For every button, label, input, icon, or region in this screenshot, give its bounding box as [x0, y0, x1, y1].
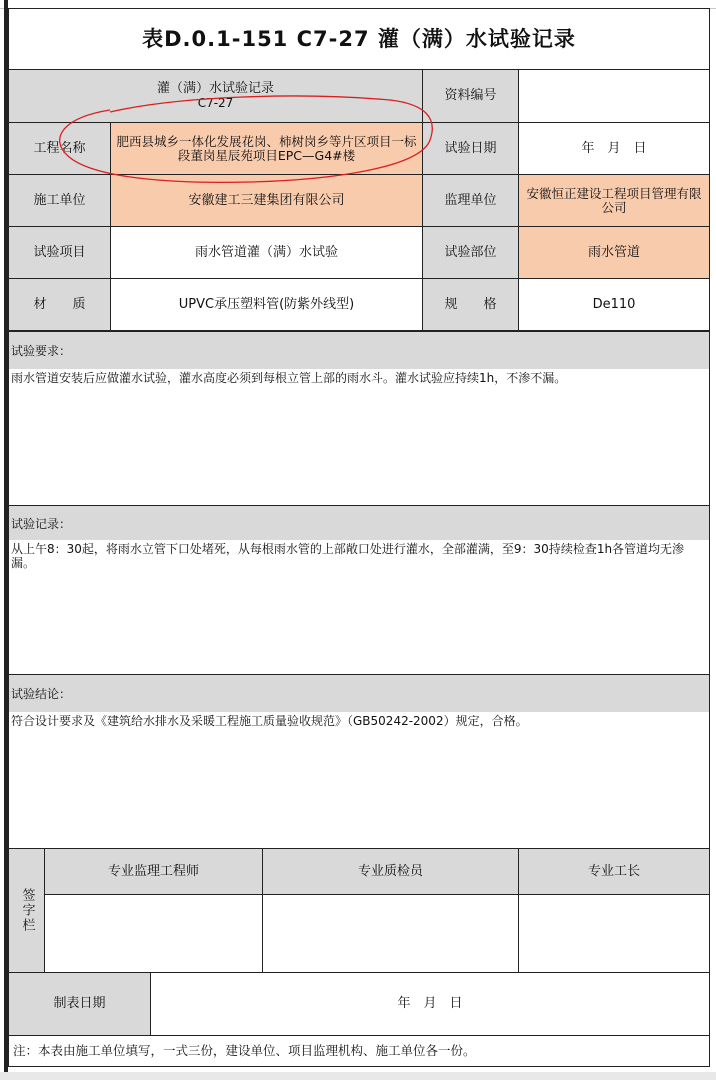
signature-foreman-field[interactable] [518, 894, 710, 973]
record-label: 试验记录： [8, 505, 710, 540]
material-label: 材 质 [8, 278, 111, 331]
test-location-value[interactable]: 雨水管道 [518, 226, 710, 279]
record-text[interactable]: 从上午8：30起，将雨水立管下口处堵死，从每根雨水管的上部敞口处进行灌水，全部灌满，至9：30持续检查1h各管道均无渗漏。 [8, 540, 710, 674]
conclusion-text[interactable]: 符合设计要求及《建筑给水排水及采暖工程施工质量验收规范》（GB50242-2002）规定，合格。 [8, 712, 710, 848]
test-date-label: 试验日期 [422, 122, 519, 175]
signature-col-foreman: 专业工长 [518, 848, 710, 895]
signature-label-cell [8, 848, 45, 973]
made-date-label: 制表日期 [8, 972, 151, 1036]
doc-no-label: 资料编号 [422, 69, 519, 123]
requirements-label: 试验要求： [8, 331, 710, 369]
form-title: 表D.0.1-151 C7-27 灌（满）水试验记录 [8, 8, 710, 70]
made-date-value[interactable]: 年 月 日 [150, 972, 710, 1036]
requirements-text[interactable]: 雨水管道安装后应做灌水试验，灌水高度必须到每根立管上部的雨水斗。灌水试验应持续1h，不渗不漏。 [8, 369, 710, 505]
project-name-value[interactable]: 肥西县城乡一体化发展花岗、柿树岗乡等片区项目一标段董岗星辰苑项目EPC—G4#楼 [110, 122, 423, 175]
form-code: C7-27 [197, 96, 234, 110]
project-name-label: 工程名称 [8, 122, 111, 175]
signature-label: 签字栏 [19, 888, 35, 933]
test-item-label: 试验项目 [8, 226, 111, 279]
signature-inspector-field[interactable] [262, 894, 519, 973]
supervisor-label: 监理单位 [422, 174, 519, 227]
doc-no-field[interactable] [518, 69, 710, 123]
form-name: 灌（满）水试验记录 [156, 81, 274, 96]
signature-col-inspector: 专业质检员 [262, 848, 519, 895]
test-item-value[interactable]: 雨水管道灌（满）水试验 [110, 226, 423, 279]
test-location-label: 试验部位 [422, 226, 519, 279]
spec-label: 规 格 [422, 278, 519, 331]
signature-supervisor-field[interactable] [44, 894, 263, 973]
signature-col-supervisor: 专业监理工程师 [44, 848, 263, 895]
material-value[interactable]: UPVC承压塑料管(防紫外线型) [110, 278, 423, 331]
conclusion-label: 试验结论： [8, 674, 710, 712]
contractor-value[interactable]: 安徽建工三建集团有限公司 [110, 174, 423, 227]
spec-value[interactable]: De110 [518, 278, 710, 331]
test-date-value[interactable]: 年 月 日 [518, 122, 710, 175]
supervisor-value[interactable]: 安徽恒正建设工程项目管理有限公司 [518, 174, 710, 227]
contractor-label: 施工单位 [8, 174, 111, 227]
form-name-cell [8, 69, 423, 123]
footer-note: 注：本表由施工单位填写，一式三份，建设单位、项目监理机构、施工单位各一份。 [8, 1035, 710, 1067]
